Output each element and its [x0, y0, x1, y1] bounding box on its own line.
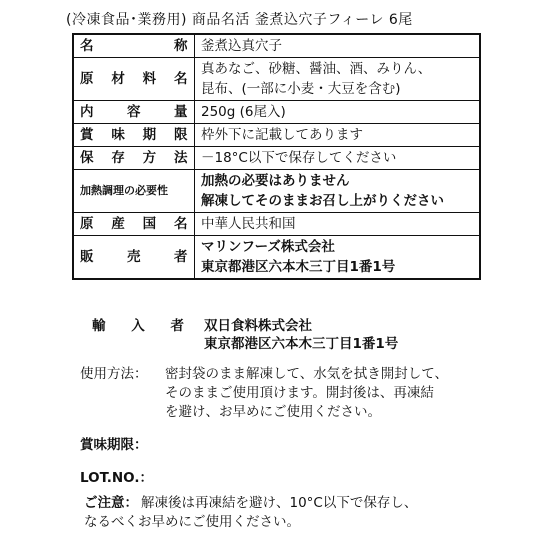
info-row-value: [195, 101, 481, 124]
usage-line: を避け、お早めにご使用ください。: [165, 404, 381, 420]
info-row-value-line: 250g (6尾入): [201, 104, 286, 120]
info-row-label-char: 法: [173, 150, 188, 166]
usage-lines: [165, 365, 545, 422]
info-row-value-line: 加熱の必要はありません: [201, 173, 350, 189]
caution-label: ご注意：: [84, 495, 138, 511]
info-row-value-line: 東京都港区六本木三丁目1番1号: [201, 259, 396, 275]
info-row-label-char: 販: [80, 249, 94, 265]
info-row: [73, 101, 480, 124]
info-row-label: [73, 236, 195, 280]
info-row-label-char: 内: [80, 104, 94, 120]
info-row-label-text: 加熱調理の必要性: [80, 184, 168, 197]
info-row-label-char: 者: [174, 249, 188, 265]
info-row-value: [195, 147, 481, 170]
info-row-value-line: 中華人民共和国: [201, 216, 296, 232]
product-name-label: 商品名活: [191, 12, 250, 28]
info-row-label: [73, 170, 195, 213]
caution-line-1: [84, 494, 504, 513]
info-row-label-char: 料: [142, 71, 157, 87]
info-row: [73, 147, 480, 170]
info-row-label-char: 名: [80, 38, 94, 54]
info-row-label: [73, 124, 195, 147]
category-text: (冷凍食品･業務用): [66, 12, 187, 28]
info-row-label-char: 原: [80, 216, 94, 232]
info-row: [73, 170, 480, 213]
product-title-line: [66, 9, 413, 29]
info-row-label: [73, 58, 195, 101]
product-name: 釜煮込穴子フィーレ 6尾: [254, 12, 413, 28]
caution-text-1: 解凍後は再凍結を避け、10°C以下で保存し、: [141, 495, 418, 511]
info-row-value-line: －18°C以下で保存してください: [201, 150, 397, 166]
info-row-value: [195, 170, 481, 213]
best-before-label: 賞味期限：: [80, 437, 148, 453]
info-row-label-char: 原: [80, 71, 94, 87]
info-row-label-char: 賞: [80, 127, 94, 143]
info-row-label-char: 容: [127, 104, 141, 120]
usage-line: そのままご使用頂けます。開封後は、再凍結: [165, 385, 434, 401]
importer-company: 双日食料株式会社: [204, 318, 312, 334]
info-row: [73, 58, 480, 101]
importer-address: 東京都港区六本木三丁目1番1号: [204, 336, 399, 352]
info-row-label-char: 方: [142, 150, 157, 166]
product-info-table: [72, 33, 481, 280]
info-row-value: [195, 58, 481, 101]
info-row-label: [73, 213, 195, 236]
info-row-label: [73, 101, 195, 124]
importer-label-char: 者: [170, 318, 184, 334]
lot-number-label: LOT.NO.：: [80, 470, 153, 486]
info-row-label-char: 産: [111, 216, 126, 232]
importer-label: [92, 317, 184, 335]
info-row: [73, 213, 480, 236]
caution-line-2: なるべくお早めにご使用ください。: [84, 514, 300, 530]
info-row-value-line: 釜煮込真穴子: [201, 38, 282, 54]
info-row-label-char: 名: [173, 216, 188, 232]
info-row-label-char: 味: [111, 127, 126, 143]
info-row-label: [73, 147, 195, 170]
info-row: [73, 34, 480, 58]
usage-label: 使用方法：: [80, 366, 148, 382]
info-row-label-char: 保: [80, 150, 94, 166]
info-row: [73, 124, 480, 147]
info-row-label: [73, 34, 195, 58]
info-row-value: [195, 236, 481, 280]
info-row-label-char: 存: [111, 150, 126, 166]
info-row-value: [195, 34, 481, 58]
info-row-label-char: 国: [142, 216, 157, 232]
info-row-label-char: 材: [111, 71, 126, 87]
info-row-label-char: 名: [173, 71, 188, 87]
importer-label-char: 輸: [92, 318, 106, 334]
info-row-label-char: 量: [174, 104, 188, 120]
info-row-value: [195, 124, 481, 147]
info-row-value-line: マリンフーズ株式会社: [201, 239, 335, 255]
info-row-value-line: 枠外下に記載してあります: [201, 127, 363, 143]
caution-lines: [84, 494, 504, 532]
info-row: [73, 236, 480, 280]
info-row-label-char: 売: [127, 249, 141, 265]
info-row-value-line: 昆布、(一部に小麦・大豆を含む): [201, 81, 401, 97]
info-row-value: [195, 213, 481, 236]
info-row-label-char: 称: [174, 38, 188, 54]
usage-line: 密封袋のまま解凍して、水気を拭き開封して、: [165, 366, 448, 382]
info-row-value-line: 解凍してそのままお召し上がりください: [201, 193, 444, 209]
importer-label-char: 入: [131, 318, 145, 334]
info-row-value-line: 真あなご、砂糖、醤油、酒、みりん、: [201, 61, 432, 77]
info-row-label-char: 限: [173, 127, 188, 143]
info-row-label-char: 期: [142, 127, 157, 143]
